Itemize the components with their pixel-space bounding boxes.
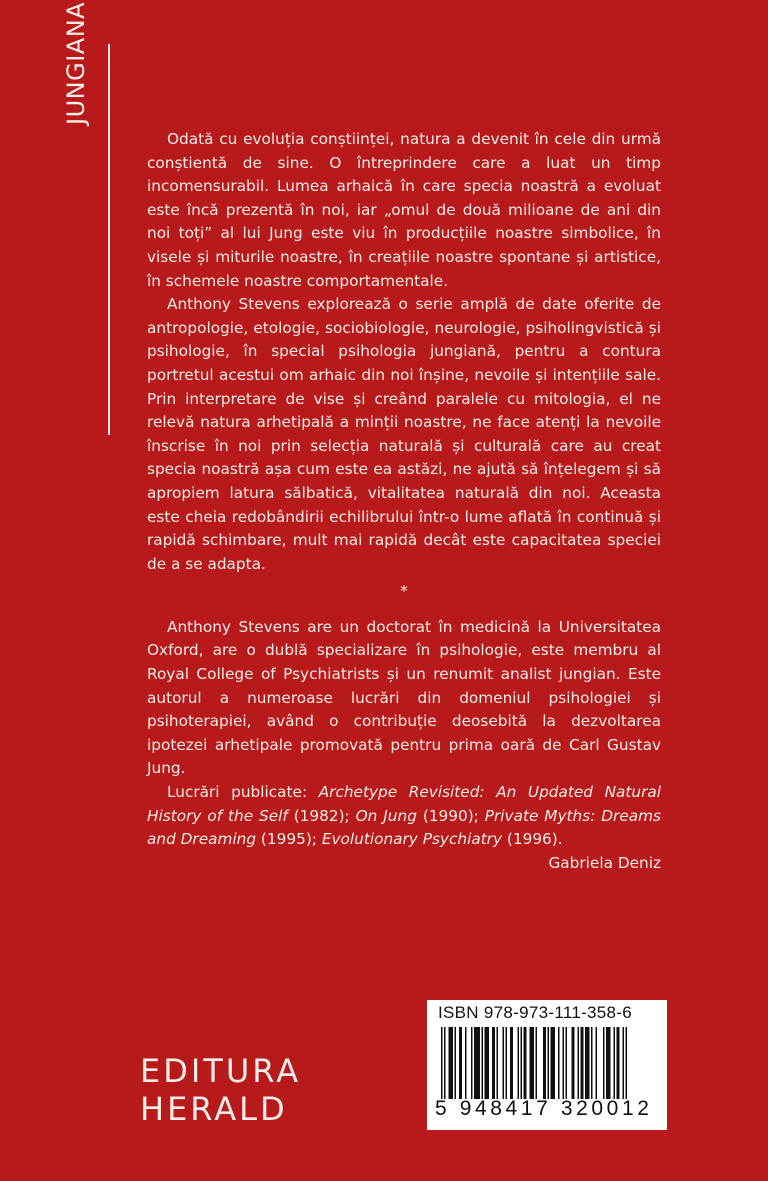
paragraph-description: Anthony Stevens explorează o serie amplă de date oferite de antropologie, etologie, sociobiologie, neurologie, psiholingvistică și psihologie, în special psihologia jungiană, pentru a contura portretul acestui om arhaic din noi înșine, nevoile și intențiile sale. Prin interpretare de vise și creând paralele cu mitologia, el ne relevă natura arhetipală a minții noastre, ne face atenți la nevoile înscrise în noi prin selecția naturală și culturală care au creat specia noastră așa cum este ea astăzi, ne ajută să înțelegem și să apropiem latura sălbatică, vitalitatea naturală din noi. Aceasta este cheia redobândirii echilibrului într-o lume aflată în continuă și rapidă schimbare, mult mai rapidă decât este capacitatea speciei de a se adapta.	[147, 295, 661, 573]
barcode-bar	[510, 1027, 513, 1099]
work-title: Evolutionary Psychiatry	[321, 830, 503, 849]
barcode-bar	[506, 1027, 508, 1099]
barcode-bar	[455, 1027, 457, 1099]
isbn-label: ISBN 978-973-111-358-6	[438, 1003, 633, 1022]
barcode-bars	[441, 1027, 653, 1099]
signature: Gabriela Deniz	[548, 853, 661, 872]
barcode-bar	[623, 1027, 625, 1099]
barcode-bar	[578, 1027, 580, 1099]
publisher-line-1: EDITURA	[140, 1052, 302, 1090]
barcode-bar	[572, 1027, 575, 1099]
barcode-bar	[585, 1027, 590, 1099]
barcode-bar	[591, 1027, 593, 1099]
publisher-line-2: HERALD	[140, 1090, 288, 1128]
barcode-bar	[596, 1027, 598, 1099]
work-year: (1995);	[256, 830, 322, 849]
barcode-bar	[485, 1027, 490, 1099]
barcode-bar	[563, 1027, 565, 1099]
separator: *	[400, 582, 408, 601]
work-year: (1996).	[502, 830, 563, 849]
barcode-bar	[503, 1027, 505, 1099]
barcode-bar	[492, 1027, 495, 1099]
barcode-bar	[530, 1027, 535, 1099]
barcode-bar	[471, 1027, 473, 1099]
barcode-bar	[581, 1027, 584, 1099]
works-prefix: Lucrări publicate:	[167, 783, 319, 802]
barcode	[427, 1000, 667, 1130]
back-cover-text	[147, 128, 661, 875]
vertical-divider	[108, 44, 110, 435]
barcode-bar	[524, 1027, 527, 1099]
barcode-bar	[617, 1027, 620, 1099]
barcode-bar	[566, 1027, 568, 1099]
barcode-bar	[626, 1027, 628, 1099]
barcode-bar	[465, 1027, 467, 1099]
ean-number: 5 948417 320012	[435, 1097, 653, 1120]
barcode-bar	[518, 1027, 520, 1099]
barcode-bar	[482, 1027, 484, 1099]
work-year: (1982);	[287, 806, 356, 825]
barcode-bar	[606, 1027, 611, 1099]
barcode-bar	[543, 1027, 546, 1099]
work-title: On Jung	[355, 806, 417, 825]
barcode-bar	[521, 1027, 523, 1099]
barcode-bar	[548, 1027, 550, 1099]
barcode-bar	[551, 1027, 556, 1099]
paragraph-intro: Odată cu evoluția conștiinței, natura a devenit în cele din urmă conștientă de sine. O întreprindere care a luat un timp incomensurabil. Lumea arhaică în care specia noastră a evoluat este încă prezentă în noi, iar „omul de două milioane de ani din noi toți” al lui Jung este viu în producțiile noastre simbolice, în visele și miturile noastre, în creațiile noastre spontane și artistice, în schemele noastre comportamentale.	[147, 130, 661, 290]
barcode-bar	[558, 1027, 560, 1099]
barcode-bar	[459, 1027, 462, 1099]
work-title: Private Myths: Dreams and Dreaming	[147, 806, 661, 849]
barcode-bar	[603, 1027, 605, 1099]
published-works	[147, 781, 661, 852]
work-title: Archetype Revisited: An Updated Natural History of the Self	[147, 783, 662, 825]
author-bio: Anthony Stevens are un doctorat în medicină la Universitatea Oxford, are o dublă specializare în psihologie, este membru al Royal College of Psychiatrists și un renumit analist jungian. Este autorul a numeroase lucrări din domeniul psihologiei și psihoterapiei, având o contribuție deosebită la dezvoltarea ipotezei arhetipale promovată pentru prima oară de Carl Gustav Jung.	[147, 617, 661, 778]
series-title: JUNGIANA	[62, 1, 90, 125]
publisher-logo	[140, 1052, 301, 1128]
barcode-bar	[449, 1027, 454, 1099]
barcode-bar	[474, 1027, 480, 1099]
barcode-bar	[441, 1027, 443, 1099]
barcode-bar	[444, 1027, 446, 1099]
barcode-bar	[536, 1027, 538, 1099]
barcode-bar	[614, 1027, 616, 1099]
barcode-bar	[497, 1027, 499, 1099]
work-year: (1990);	[416, 806, 485, 825]
